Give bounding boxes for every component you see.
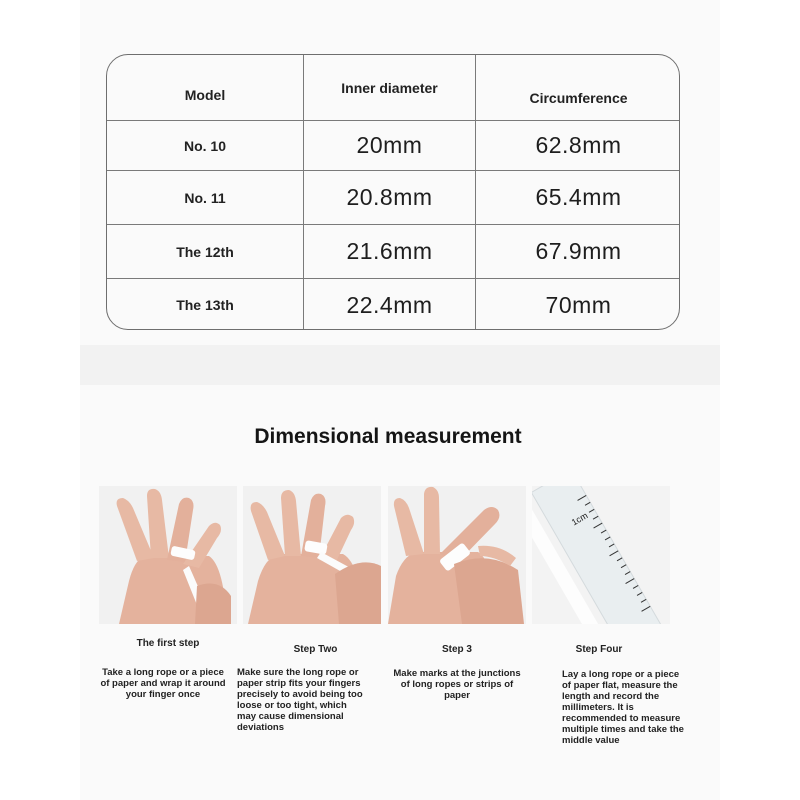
step-3-photo (388, 486, 526, 624)
section-title: Dimensional measurement (254, 425, 522, 448)
step-4-title: Step Four (575, 644, 623, 655)
step-2-photo (243, 486, 381, 624)
step-4-description: Lay a long rope or a piece of paper flat, measure the length and record the millimeters. It is recommended to measure multiple times and take the middle value (562, 669, 684, 746)
step-3-title: Step 3 (441, 644, 472, 655)
row-model: No. 11 (184, 189, 226, 206)
ring-size-table (106, 54, 680, 330)
table-row (107, 279, 679, 330)
ruler-label: 1cm (569, 510, 590, 528)
header-inner-diameter: Inner diameter (341, 79, 438, 96)
table-row (107, 171, 679, 225)
step-1-title: The first step (136, 638, 200, 649)
table-row (107, 121, 679, 171)
table-row (107, 225, 679, 279)
row-diameter: 22.4mm (346, 291, 433, 318)
step-2-description: Make sure the long rope or paper strip fits your fingers precisely to avoid being too loose or too tight, which may cause dimensional deviations (237, 667, 363, 733)
row-diameter: 21.6mm (346, 238, 433, 264)
row-model: No. 10 (183, 137, 226, 154)
row-circumference: 67.9mm (535, 238, 622, 264)
row-circumference: 62.8mm (535, 132, 622, 158)
row-model: The 12th (176, 243, 234, 260)
row-circumference: 70mm (545, 291, 612, 318)
row-diameter: 20mm (356, 132, 423, 158)
row-model: The 13th (176, 297, 234, 313)
step-3-description: Make marks at the junctions of long ropes or strips of paper (393, 668, 521, 701)
step-4-photo (532, 486, 670, 624)
header-circumference: Circumference (529, 89, 628, 106)
step-1-description: Take a long rope or a piece of paper and wrap it around your finger once (100, 667, 226, 700)
row-diameter: 20.8mm (346, 184, 433, 210)
step-2-title: Step Two (293, 644, 338, 655)
step-1-photo (99, 486, 237, 624)
section-divider (80, 345, 720, 385)
table-header-row (107, 55, 679, 121)
header-model: Model (184, 86, 226, 103)
row-circumference: 65.4mm (535, 184, 622, 210)
